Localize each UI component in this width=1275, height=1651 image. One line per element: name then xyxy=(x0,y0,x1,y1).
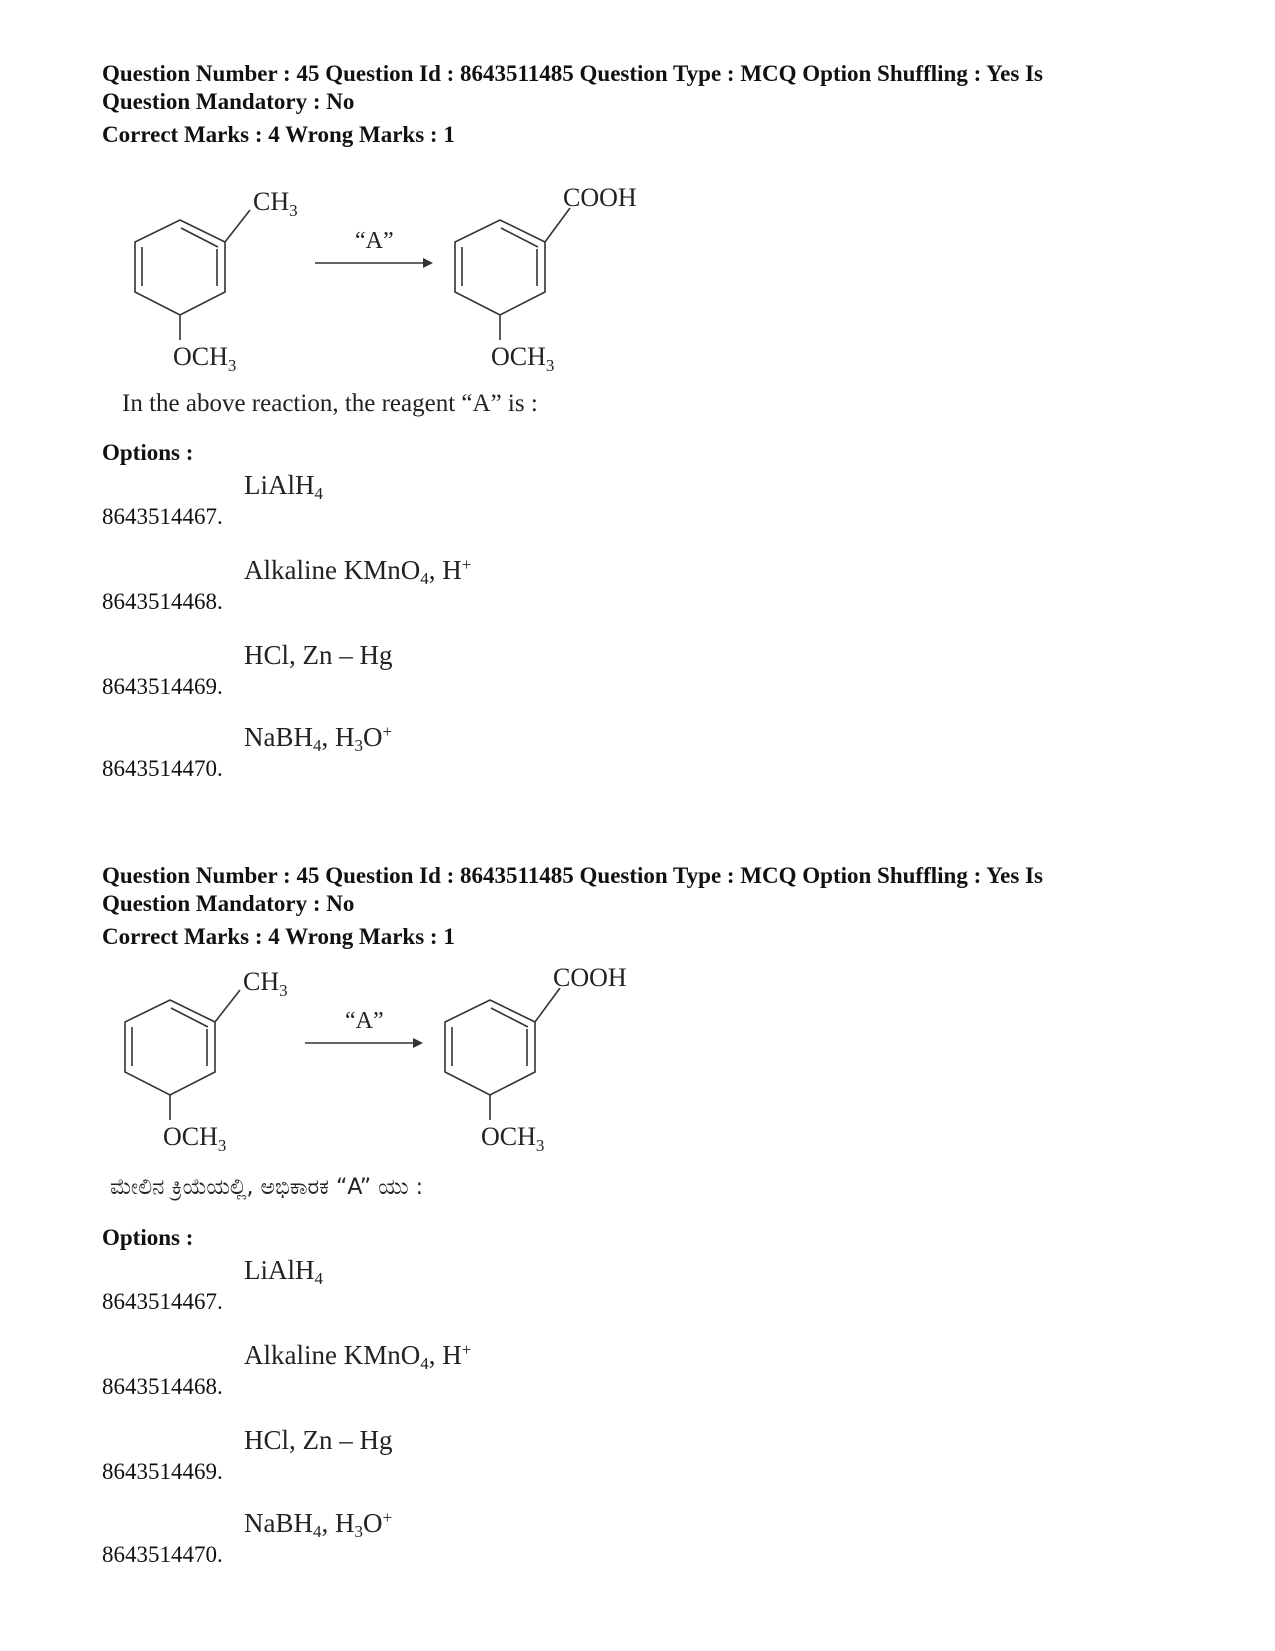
reactant-benzene-ring xyxy=(135,210,250,340)
option-text: LiAlH$_4$ xyxy=(244,1255,323,1288)
option-text: NaBH$_4$, $H_3O^+$ xyxy=(244,722,393,755)
carboxyl-bond xyxy=(545,208,570,242)
product-cooh-label: COOH xyxy=(553,963,627,992)
reaction-arrow xyxy=(305,1038,423,1048)
option-text: HCl, Zn – Hg xyxy=(244,1425,393,1455)
header-line-2: Question Mandatory : No xyxy=(102,89,355,114)
reactant-benzene-ring xyxy=(125,990,240,1120)
reactant-ch3-label: $CH_3$ xyxy=(253,187,298,220)
methyl-bond xyxy=(225,210,250,242)
option-3 xyxy=(102,1425,802,1485)
option-4 xyxy=(102,1508,802,1568)
methyl-bond xyxy=(215,990,240,1022)
option-text: NaBH$_4$, $H_3O^+$ xyxy=(244,1508,393,1541)
header-line-1: Question Number : 45 Question Id : 8643511485 Question Type : MCQ Option Shuffling : Yes Is xyxy=(102,863,1043,888)
option-id: 8643514469. xyxy=(102,674,223,699)
option-1 xyxy=(102,470,802,530)
option-text: Alkaline KMnO$_4$, H+ xyxy=(244,555,472,588)
option-id: 8643514469. xyxy=(102,1459,223,1484)
reaction-diagram xyxy=(105,180,705,380)
reagent-label: “A” xyxy=(355,228,394,254)
option-text: HCl, Zn – Hg xyxy=(244,640,393,670)
reaction-arrow xyxy=(315,258,433,268)
option-4 xyxy=(102,722,802,782)
option-id: 8643514468. xyxy=(102,1374,223,1399)
option-1 xyxy=(102,1255,802,1315)
options-label: Options : xyxy=(102,1225,194,1250)
option-id: 8643514467. xyxy=(102,504,223,529)
product-benzene-ring xyxy=(445,988,560,1120)
option-id: 8643514468. xyxy=(102,589,223,614)
option-id: 8643514470. xyxy=(102,756,223,781)
marks-line: Correct Marks : 4 Wrong Marks : 1 xyxy=(102,924,455,949)
product-och3-label: $OCH_3$ xyxy=(491,342,555,375)
option-text: Alkaline KMnO$_4$, H+ xyxy=(244,1340,472,1373)
reaction-diagram xyxy=(95,960,695,1160)
question-text: ಮೇಲಿನ ಕ್ರಿಯೆಯಲ್ಲಿ, ಅಭಿಕಾರಕ “A” ಯು : xyxy=(110,1175,424,1200)
product-och3-label: $OCH_3$ xyxy=(481,1122,545,1155)
option-id: 8643514470. xyxy=(102,1542,223,1567)
option-3 xyxy=(102,640,802,700)
question-header xyxy=(102,862,1182,918)
option-text: LiAlH$_4$ xyxy=(244,470,323,503)
marks-line: Correct Marks : 4 Wrong Marks : 1 xyxy=(102,122,455,147)
question-header xyxy=(102,60,1182,116)
options-label: Options : xyxy=(102,440,194,465)
carboxyl-bond xyxy=(535,988,560,1022)
option-id: 8643514467. xyxy=(102,1289,223,1314)
reactant-ch3-label: $CH_3$ xyxy=(243,967,288,1000)
reaction-svg xyxy=(95,960,695,1160)
product-benzene-ring xyxy=(455,208,570,340)
option-2 xyxy=(102,1340,802,1400)
reaction-svg xyxy=(105,180,705,380)
header-line-1: Question Number : 45 Question Id : 8643511485 Question Type : MCQ Option Shuffling : Yes Is xyxy=(102,61,1043,86)
reactant-och3-label: $OCH_3$ xyxy=(163,1122,227,1155)
reactant-och3-label: $OCH_3$ xyxy=(173,342,237,375)
option-2 xyxy=(102,555,802,615)
reagent-label: “A” xyxy=(345,1008,384,1034)
question-text: In the above reaction, the reagent “A” is : xyxy=(122,390,538,417)
header-line-2: Question Mandatory : No xyxy=(102,891,355,916)
product-cooh-label: COOH xyxy=(563,183,637,212)
